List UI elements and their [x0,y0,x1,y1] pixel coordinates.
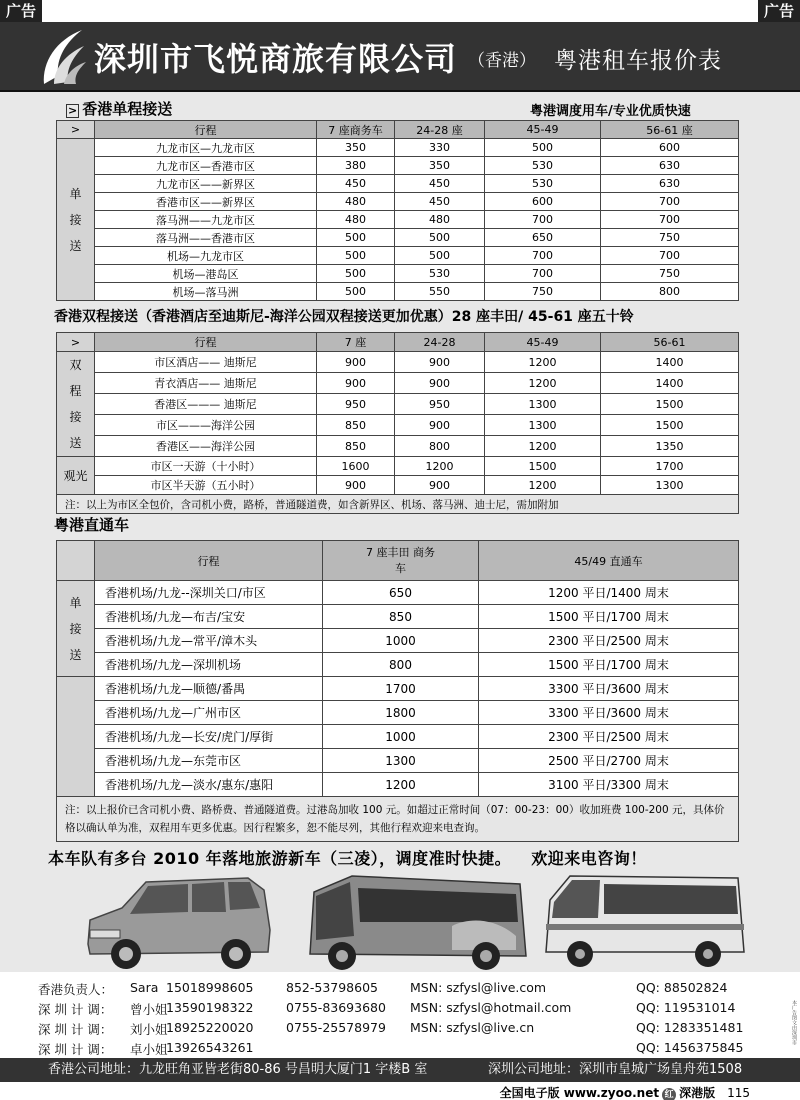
price-cell: 530 [485,157,601,175]
price-cell: 750 [485,283,601,301]
route-cell: 香港机场/九龙—常平/漳木头 [95,629,323,653]
col-header: 7 座商务车 [317,121,395,139]
wing-logo-icon [36,26,88,88]
slogan-main: 本车队有多台 2010 年落地旅游新车（三凌），调度准时快捷。 [48,849,512,868]
price-cell: 650 [485,229,601,247]
price-cell: 500 [317,247,395,265]
price-cell: 900 [395,415,485,436]
route-cell: 香港机场/九龙—布吉/宝安 [95,605,323,629]
price-cell: 1700 [323,677,479,701]
col-header: 7 座丰田 商务车 [323,541,479,581]
price-cell: 330 [395,139,485,157]
section-title: 香港单程接送 [82,100,173,118]
price-cell: 1400 [601,352,739,373]
contact-mobile: 13926543261 [166,1040,254,1055]
price-cell: 1200 [485,436,601,457]
col-header: 45-49 [485,333,601,352]
row-group-label: 双程接送 [57,352,95,457]
route-cell: 香港机场/九龙—广州市区 [95,701,323,725]
contacts-block [38,980,778,1060]
price-cell: 800 [601,283,739,301]
company-region: （香港） [468,51,536,71]
table-row [57,352,739,373]
route-cell: 香港机场/九龙--深圳关口/市区 [95,581,323,605]
price-cell: 750 [601,265,739,283]
price-cell: 700 [485,247,601,265]
route-cell: 市区酒店—— 迪斯尼 [95,352,317,373]
price-cell: 600 [485,193,601,211]
table-header-row [57,541,739,581]
col-header: 56-61 [601,333,739,352]
col-header: 45-49 [485,121,601,139]
price-cell: 1200 [485,476,601,495]
table-header-row [57,121,739,139]
contact-name: 卓小姐 [130,1042,168,1057]
price-cell: 1800 [323,701,479,725]
price-cell: 700 [485,265,601,283]
route-cell: 香港市区——新界区 [95,193,317,211]
price-cell: 1200 [485,373,601,394]
route-cell: 机场—落马洲 [95,283,317,301]
contact-phone: 0755-83693680 [286,1000,386,1015]
price-cell: 1500 平日/1700 周末 [479,605,739,629]
route-cell: 机场—港岛区 [95,265,317,283]
price-cell: 500 [395,229,485,247]
price-cell: 450 [395,175,485,193]
contact-mobile: 15018998605 [166,980,254,995]
price-cell: 750 [601,229,739,247]
table-row [57,283,739,301]
route-cell: 香港机场/九龙—顺德/番禺 [95,677,323,701]
route-cell: 香港机场/九龙—东莞市区 [95,749,323,773]
table-note: 注：以上为市区全包价，含司机小费，路桥，普通隧道费，如含新界区、机场、落马洲、迪士尼，需加附加 [57,495,739,514]
table-row [57,415,739,436]
price-cell: 900 [317,476,395,495]
contact-mobile: 13590198322 [166,1000,254,1015]
price-cell: 900 [395,373,485,394]
price-cell: 1200 平日/1400 周末 [479,581,739,605]
price-cell: 2300 平日/2500 周末 [479,725,739,749]
price-cell: 450 [395,193,485,211]
price-cell: 500 [317,265,395,283]
section-cross-border: 粤港直通车 [54,516,130,534]
price-cell: 480 [395,211,485,229]
contact-msn: MSN: szfysl@live.com [410,980,547,995]
contact-row [38,1020,778,1040]
price-cell: 630 [601,175,739,193]
side-note: 本广告图文由深圳市 [791,1000,797,1045]
row-group-label: 单接送 [57,581,95,677]
price-cell: 650 [323,581,479,605]
table-row [57,394,739,415]
price-cell: 450 [317,175,395,193]
table-row [57,773,739,797]
price-cell: 850 [317,436,395,457]
price-cell: 500 [485,139,601,157]
price-cell: 380 [317,157,395,175]
edition-badge-icon: 红 [662,1088,676,1100]
table-row [57,247,739,265]
price-cell: 480 [317,211,395,229]
route-cell: 落马洲——香港市区 [95,229,317,247]
contact-name: Sara [130,980,159,995]
chevron-icon: > [57,333,95,352]
col-header: 7 座 [317,333,395,352]
row-group-label: 单接送 [57,139,95,301]
table-row [57,175,739,193]
header-banner [0,22,800,92]
contact-qq: QQ: 119531014 [636,1000,736,1015]
contact-name: 曾小姐 [130,1002,168,1017]
price-cell: 1500 平日/1700 周末 [479,653,739,677]
price-cell: 1000 [323,725,479,749]
table-row [57,605,739,629]
chevron-icon: > [57,121,95,139]
price-cell: 3300 平日/3600 周末 [479,701,739,725]
route-cell: 香港区——— 迪斯尼 [95,394,317,415]
price-cell: 900 [317,373,395,394]
header-blank [57,541,95,581]
table-row [57,193,739,211]
contact-row [38,1000,778,1020]
price-cell: 1600 [317,457,395,476]
route-cell: 机场—九龙市区 [95,247,317,265]
price-cell: 850 [323,605,479,629]
price-cell: 1200 [485,352,601,373]
route-cell: 香港区——海洋公园 [95,436,317,457]
route-cell: 落马洲——九龙市区 [95,211,317,229]
price-cell: 1500 [601,415,739,436]
price-cell: 900 [395,476,485,495]
price-cell: 1000 [323,629,479,653]
contact-name: 刘小姐 [130,1022,168,1037]
footer [500,1084,750,1100]
price-cell: 700 [601,193,739,211]
table-row [57,629,739,653]
price-cell: 1350 [601,436,739,457]
contact-msn: MSN: szfysl@live.cn [410,1020,535,1035]
contact-phone: 0755-25578979 [286,1020,386,1035]
row-group-blank [57,677,95,797]
price-cell: 630 [601,157,739,175]
price-cell: 530 [395,265,485,283]
price-cell: 1200 [323,773,479,797]
price-cell: 700 [601,211,739,229]
table-row [57,139,739,157]
ad-label-left: 广告 [0,0,42,22]
route-cell: 九龙市区—九龙市区 [95,139,317,157]
table-row [57,157,739,175]
contact-mobile: 18925220020 [166,1020,254,1035]
col-header: 行程 [95,333,317,352]
contact-role: 深 圳 计 调： [38,1022,113,1037]
table-row [57,701,739,725]
table-row [57,677,739,701]
minibus-image [540,866,750,976]
price-cell: 1300 [485,415,601,436]
table-row [57,211,739,229]
price-cell: 1700 [601,457,739,476]
contact-msn: MSN: szfysl@hotmail.com [410,1000,572,1015]
col-header: 行程 [95,121,317,139]
price-cell: 1500 [601,394,739,415]
price-cell: 800 [395,436,485,457]
price-cell: 1400 [601,373,739,394]
col-header: 56-61 座 [601,121,739,139]
price-cell: 480 [317,193,395,211]
route-cell: 市区———海洋公园 [95,415,317,436]
contact-role: 香港负责人： [38,982,114,997]
col-header: 行程 [95,541,323,581]
price-cell: 950 [395,394,485,415]
table-row [57,436,739,457]
price-cell: 900 [317,352,395,373]
price-cell: 350 [317,139,395,157]
table-row [57,581,739,605]
cross-border-table [56,540,739,842]
contact-role: 深 圳 计 调： [38,1042,113,1057]
route-cell: 九龙市区—香港市区 [95,157,317,175]
price-cell: 350 [395,157,485,175]
table-note-row [57,797,739,842]
footer-edition: 深港版 [679,1086,716,1100]
chevron-icon: > [68,104,78,117]
table-row [57,457,739,476]
table-header-row [57,333,739,352]
col-header: 24-28 [395,333,485,352]
footer-site: 全国电子版 www.zyoo.net [499,1086,660,1100]
price-cell: 850 [317,415,395,436]
contact-role: 深 圳 计 调： [38,1002,113,1017]
section-hk-oneway [66,98,172,119]
price-cell: 900 [395,352,485,373]
contact-row [38,980,778,1000]
route-cell: 香港机场/九龙—深圳机场 [95,653,323,677]
price-cell: 800 [323,653,479,677]
contact-qq: QQ: 1456375845 [636,1040,744,1055]
col-header: 45/49 直通车 [479,541,739,581]
price-cell: 1300 [601,476,739,495]
price-cell: 3300 平日/3600 周末 [479,677,739,701]
table-note-row [57,495,739,514]
contact-qq: QQ: 88502824 [636,980,728,995]
table-row [57,749,739,773]
price-cell: 700 [485,211,601,229]
hk-oneway-table [56,120,739,301]
address-bar [0,1058,800,1082]
price-cell: 600 [601,139,739,157]
price-cell: 530 [485,175,601,193]
price-cell: 500 [317,229,395,247]
route-cell: 市区一天游（十小时） [95,457,317,476]
route-cell: 香港机场/九龙—长安/虎门/厚街 [95,725,323,749]
table-row [57,653,739,677]
route-cell: 市区半天游（五小时） [95,476,317,495]
page-title: 粤港租车报价表 [554,48,722,74]
price-cell: 3100 平日/3300 周末 [479,773,739,797]
hk-roundtrip-table [56,332,739,514]
price-cell: 2500 平日/2700 周末 [479,749,739,773]
company-name: 深圳市飞悦商旅有限公司 [94,40,458,78]
ad-label-right: 广告 [758,0,800,22]
table-row [57,373,739,394]
table-row [57,265,739,283]
price-cell: 500 [317,283,395,301]
minivan-image [78,868,278,976]
tagline: 粤港调度用车/专业优质快速 [530,104,691,119]
price-cell: 550 [395,283,485,301]
contact-row [38,1040,778,1060]
table-row [57,476,739,495]
section-hk-roundtrip: 香港双程接送（香港酒店至迪斯尼-海洋公园双程接送更加优惠）28 座丰田/ 45-61 座五十铃 [54,309,634,325]
price-cell: 700 [601,247,739,265]
price-cell: 2300 平日/2500 周末 [479,629,739,653]
price-cell: 1300 [485,394,601,415]
price-cell: 1500 [485,457,601,476]
coach-bus-image [302,866,532,976]
price-cell: 1200 [395,457,485,476]
page-number: 115 [727,1086,750,1100]
contact-qq: QQ: 1283351481 [636,1020,744,1035]
price-cell: 950 [317,394,395,415]
table-note: 注：以上报价已含司机小费、路桥费、普通隧道费。过港岛加收 100 元。如超过正常时间（07：00-23：00）收加班费 100-200 元，具体价格以确认单为准，双程用车更多优惠。因行程繁多，恕不能尽列，其他行程欢迎来电查询。 [57,797,739,842]
table-row [57,229,739,247]
route-cell: 九龙市区——新界区 [95,175,317,193]
col-header: 24-28 座 [395,121,485,139]
slogan-tail: 欢迎来电咨询！ [531,849,647,868]
price-cell: 500 [395,247,485,265]
table-row [57,725,739,749]
contact-phone: 852-53798605 [286,980,378,995]
price-cell: 1300 [323,749,479,773]
route-cell: 青衣酒店—— 迪斯尼 [95,373,317,394]
route-cell: 香港机场/九龙—淡水/惠东/惠阳 [95,773,323,797]
hk-address: 香港公司地址：九龙旺角亚皆老街80-86 号昌明大厦门1 字楼B 室 [48,1062,428,1077]
row-group-label: 观光 [57,457,95,495]
sz-address: 深圳公司地址：深圳市皇城广场皇舟苑1508 [488,1062,743,1077]
